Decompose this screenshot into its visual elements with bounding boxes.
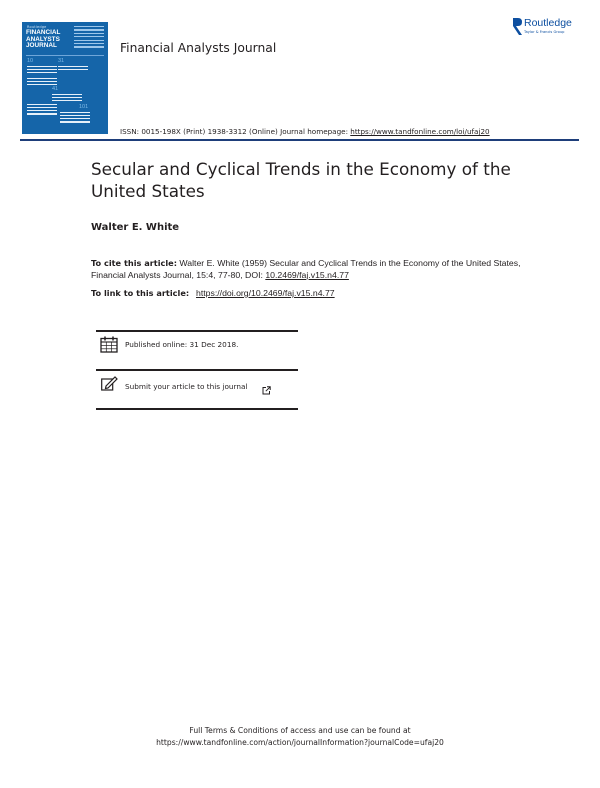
routledge-logo xyxy=(511,17,591,41)
routledge-r-icon xyxy=(511,17,523,37)
footer-terms xyxy=(0,725,600,748)
submit-article-link[interactable]: Submit your article to this journal xyxy=(125,382,248,391)
cover-text-block xyxy=(52,94,82,103)
author-name: Walter E. White xyxy=(91,222,180,233)
cover-side-text xyxy=(74,26,104,52)
article-doi-link[interactable]: https://doi.org/10.2469/faj.v15.n4.77 xyxy=(196,288,335,298)
logo-wordmark: Routledge xyxy=(524,17,572,29)
cover-text-block xyxy=(60,112,90,124)
published-date: Published online: 31 Dec 2018. xyxy=(125,340,239,349)
footer-terms-link[interactable]: https://www.tandfonline.com/action/journalInformation?journalCode=ufaj20 xyxy=(156,737,444,747)
journal-homepage-link[interactable]: https://www.tandfonline.com/loi/ufaj20 xyxy=(350,127,490,136)
doi-link[interactable]: 10.2469/faj.v15.n4.77 xyxy=(265,269,349,280)
cover-issue-number: 101 xyxy=(79,104,89,110)
link-label: To link to this article: xyxy=(91,288,192,298)
calendar-icon xyxy=(100,336,118,357)
footer-terms-text: Full Terms & Conditions of access and use can be found at xyxy=(189,726,411,735)
meta-divider xyxy=(96,408,298,410)
journal-cover-image xyxy=(22,22,108,134)
cover-title: FINANCIAL ANALYSTS JOURNAL xyxy=(26,29,61,50)
citation-block xyxy=(91,258,531,281)
meta-divider xyxy=(96,330,298,332)
cover-publisher-mark: Routledge xyxy=(27,25,47,29)
article-link-row xyxy=(91,288,335,299)
issn-line xyxy=(120,127,490,136)
external-link-icon[interactable] xyxy=(262,380,271,399)
cover-issue-number: 41 xyxy=(52,86,59,92)
cover-issue-number: 31 xyxy=(58,58,65,64)
meta-divider xyxy=(96,369,298,371)
cover-text-block xyxy=(58,66,88,72)
header-divider xyxy=(20,139,579,141)
logo-tagline: Taylor & Francis Group xyxy=(524,30,565,34)
cover-divider xyxy=(26,55,104,56)
journal-name: Financial Analysts Journal xyxy=(120,41,277,55)
issn-text: ISSN: 0015-198X (Print) 1938-3312 (Online) Journal homepage: xyxy=(120,127,351,136)
edit-icon xyxy=(101,376,118,395)
cover-text-block xyxy=(27,104,57,116)
cover-text-block xyxy=(27,66,57,75)
cover-issue-number: 10 xyxy=(27,58,34,64)
citation-text: Walter E. White (1959) Secular and Cyclical Trends in the Economy of the United States, Financial Analysts Journal, 15:4, 77-80, DOI: xyxy=(91,258,521,280)
citation-label: To cite this article: xyxy=(91,258,177,268)
article-title: Secular and Cyclical Trends in the Economy of the United States xyxy=(91,159,511,201)
